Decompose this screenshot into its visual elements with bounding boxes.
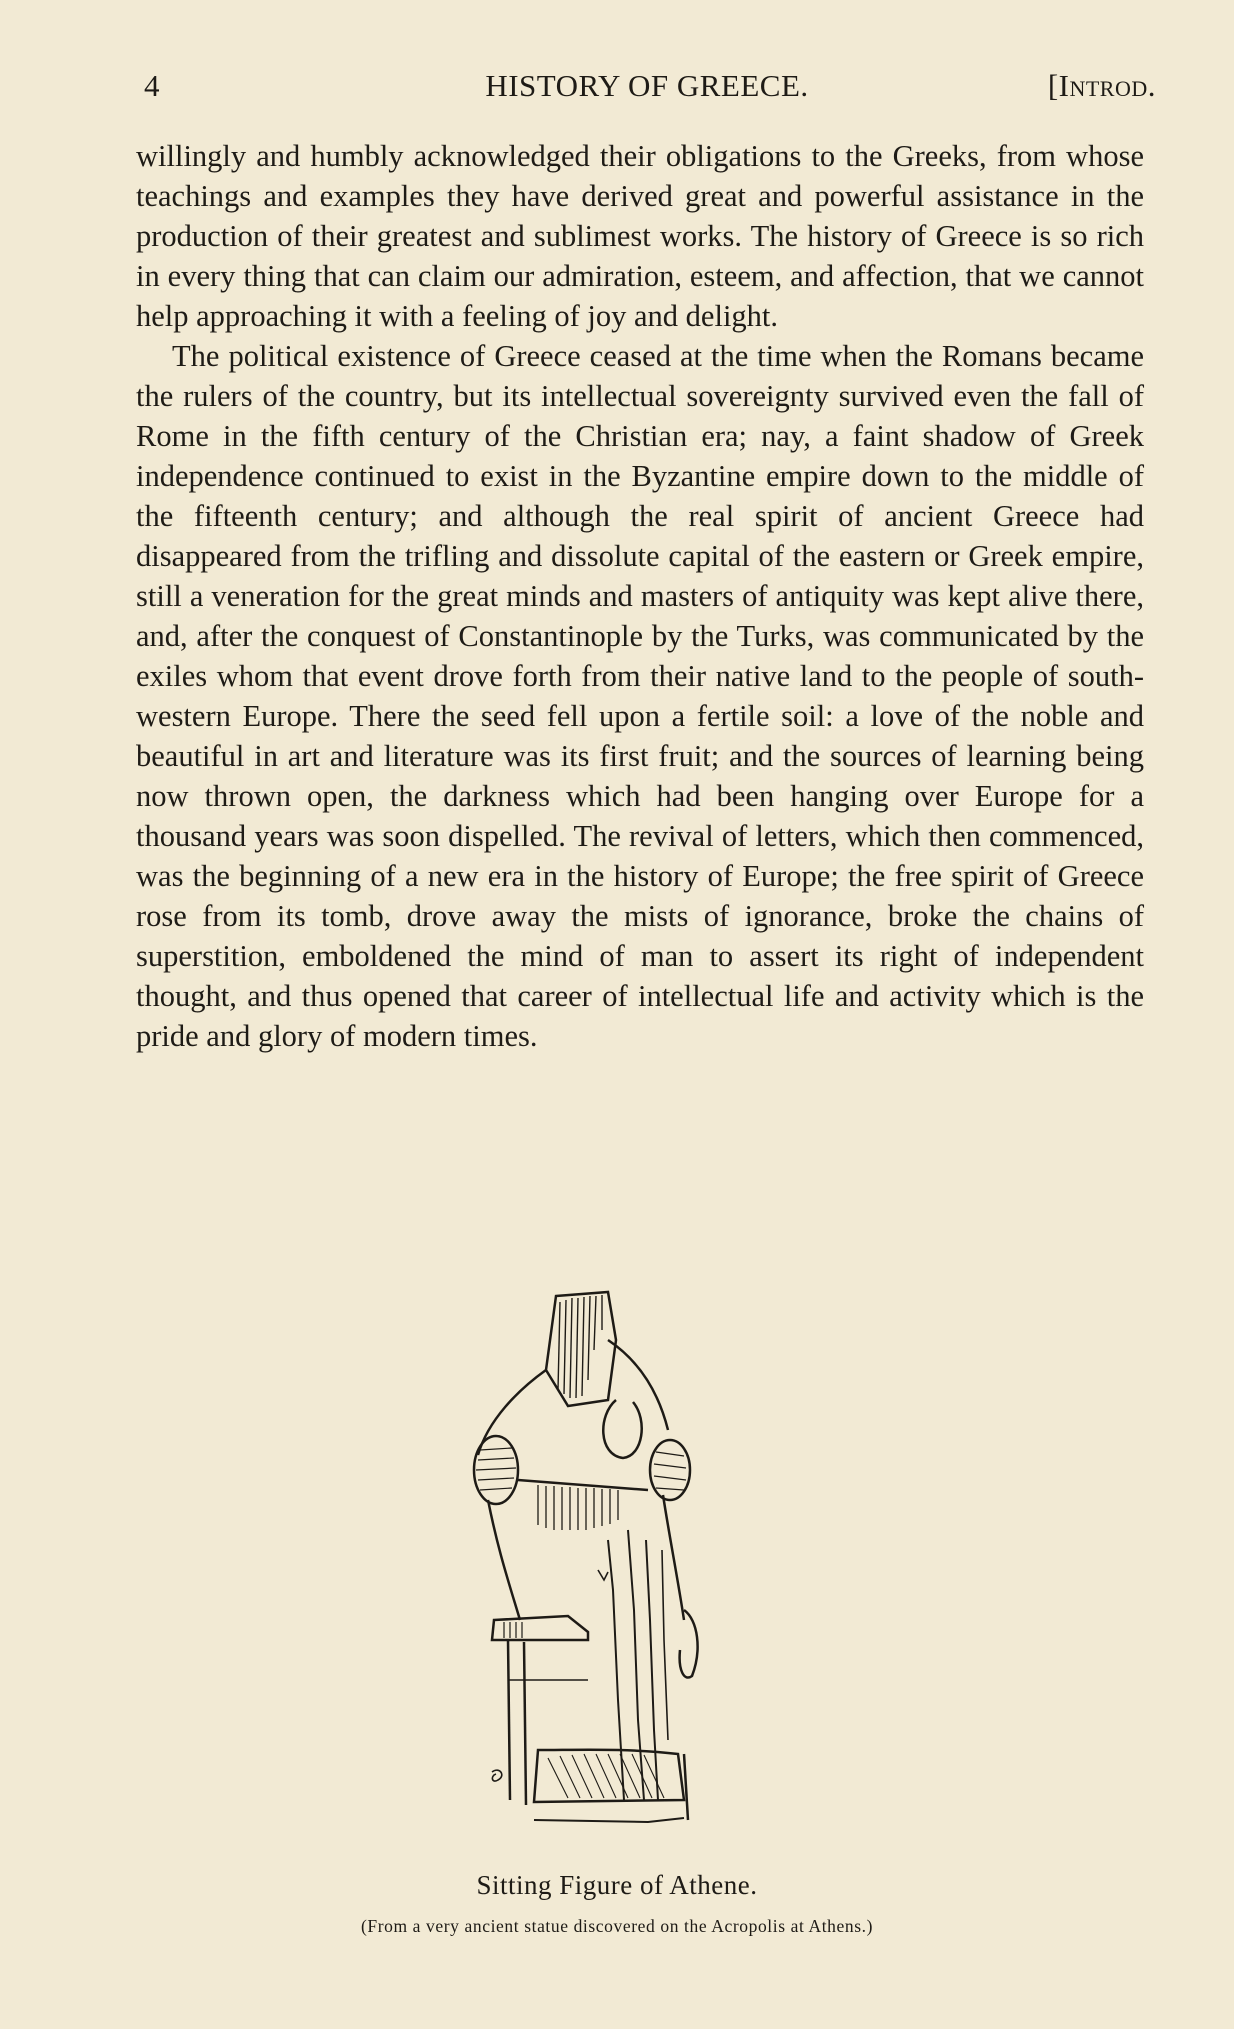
paragraph-1: willingly and humbly acknowledged their obligations to the Greeks, from whose teachings and examples they have derived great and powerful assistance in the production of their greatest and sublimest works. The history of Greece is so rich in every thing that can claim our admiration, esteem, and affection, that we cannot help approaching it with a feeling of joy and delight. [136, 139, 1144, 333]
body-text [136, 136, 1144, 1056]
athene-statue-figure [448, 1280, 788, 1840]
figure-source-note: (From a very ancient statue discovered on the Acropolis at Athens.) [360, 1916, 874, 1936]
running-title: HISTORY OF GREECE. [485, 68, 809, 103]
page-number: 4 [144, 68, 160, 103]
running-head [138, 68, 1156, 108]
paragraph-2: The political existence of Greece ceased at the time when the Romans became the rulers of the country, but its intellectual sovereignty survived even the fall of Rome in the fifth century of the Christian era; nay, a faint shadow of Greek independence continued to exist in the Byzantine empire down to the middle of the fifteenth century; and although the real spirit of ancient Greece had disappeared from the trifling and dissolute capital of the eastern or Greek empire, still a veneration for the great minds and masters of antiquity was kept alive there, and, after the conquest of Constantinople by the Turks, was communicated by the exiles whom that event drove forth from their native land to the people of south-western Europe. There the seed fell upon a fertile soil: a love of the noble and beautiful in art and literature was its first fruit; and the sources of learning being now thrown open, the darkness which had been hanging over Europe for a thousand years was soon dispelled. The revival of letters, which then commenced, was the beginning of a new era in the history of Europe; the free spirit of Greece rose from its tomb, drove away the mists of ignorance, broke the chains of superstition, emboldened the mind of man to assert its right of independent thought, and thus opened that career of intellectual life and activity which is the pride and glory of modern times. [136, 339, 1144, 1053]
figure-caption: Sitting Figure of Athene. [476, 1870, 758, 1900]
section-mark: [Introd. [1047, 68, 1156, 103]
sitting-statue-engraving-icon [448, 1280, 788, 1840]
